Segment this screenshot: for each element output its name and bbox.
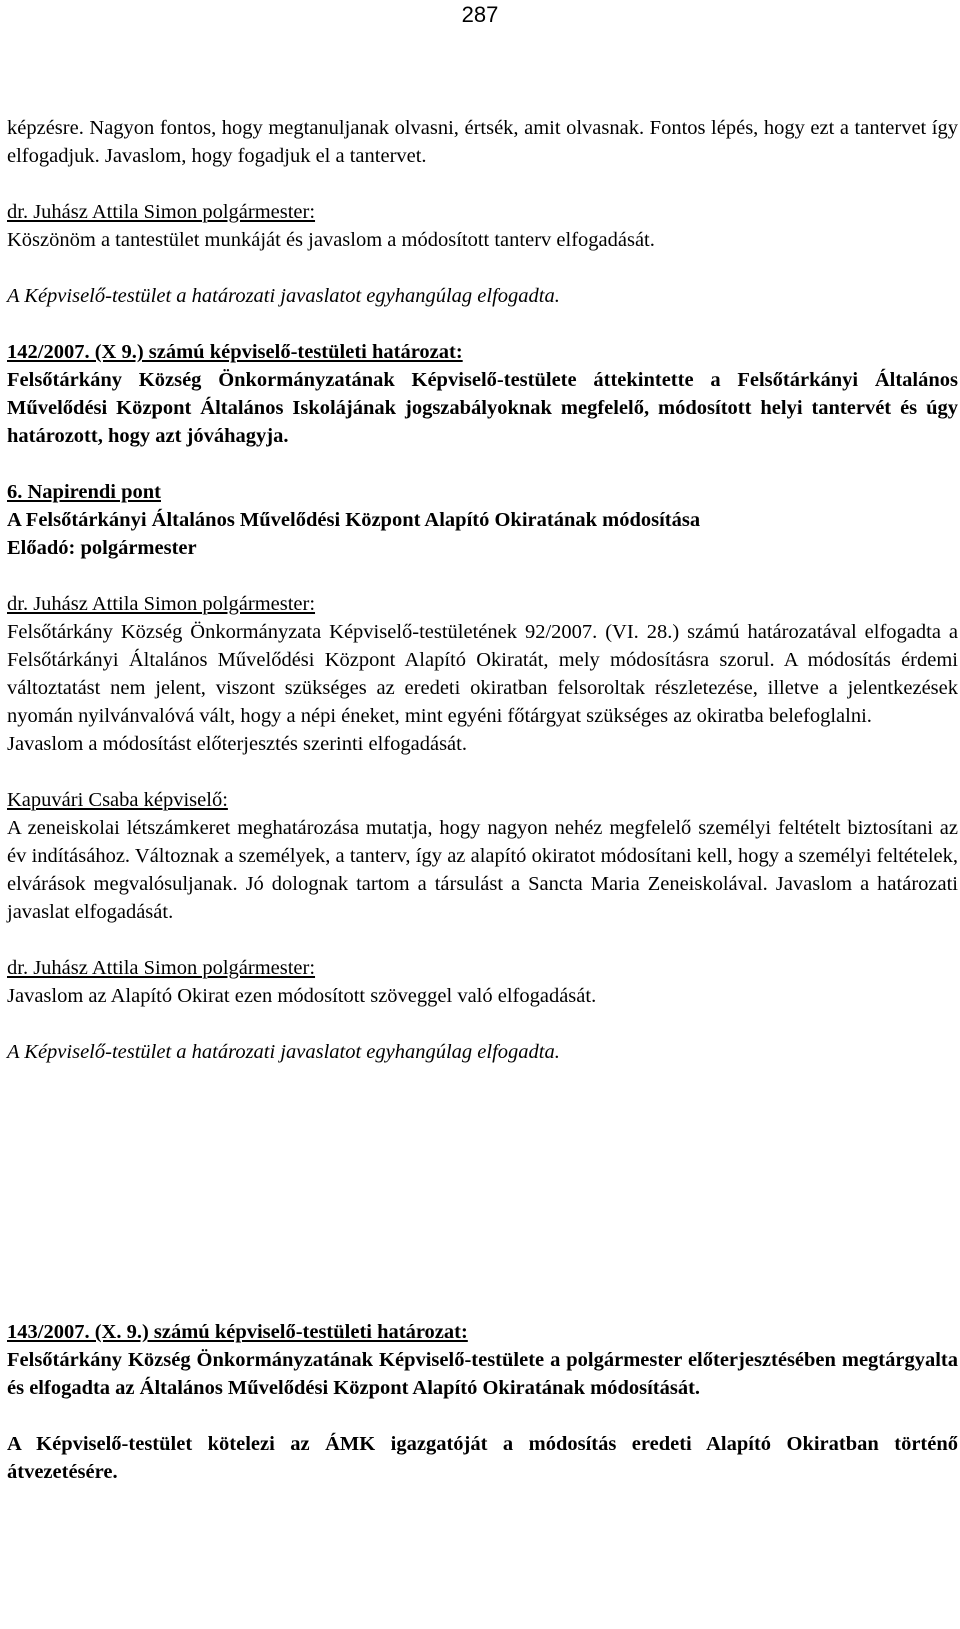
paragraph-thanks: Köszönöm a tantestület munkáját és javaslom a módosított tanterv elfogadását. (7, 229, 655, 251)
speaker-label: dr. Juhász Attila Simon polgármester: (7, 201, 316, 223)
paragraph-intro: képzésre. Nagyon fontos, hogy megtanuljanak olvasni, értsék, amit olvasnak. Fontos lépés, hogy ezt a tantervet így elfogadjuk. Javaslom, hogy fogadjuk el a tantervet. (7, 117, 958, 167)
speaker-label: dr. Juhász Attila Simon polgármester: (7, 593, 316, 615)
document-body (7, 114, 958, 1486)
agenda-item-subject: A Felsőtárkányi Általános Művelődési Központ Alapító Okiratának módosítása (7, 509, 701, 531)
page-number: 287 (461, 2, 499, 27)
vote-result: A Képviselő-testület a határozati javaslatot egyhangúlag elfogadta. (7, 1041, 560, 1063)
resolution-title: 143/2007. (X. 9.) számú képviselő-testületi határozat: (7, 1321, 468, 1343)
speaker-label: dr. Juhász Attila Simon polgármester: (7, 957, 316, 979)
paragraph-representative: A zeneiskolai létszámkeret meghatározása mutatja, hogy nagyon nehéz megfelelő személyi feltételt biztosítani az év indításához. Változnak a személyek, a tanterv, így az alapító okiratot módosítani kell, hogy a személyi feltételek, elvárások megvalósuljanak. Jó dolognak tartom a társulást a Sancta Maria Zeneiskolával. Javaslom a határozati javaslat elfogadását. (7, 817, 958, 923)
vote-result: A Képviselő-testület a határozati javaslatot egyhangúlag elfogadta. (7, 285, 560, 307)
agenda-item-title: 6. Napirendi pont (7, 481, 161, 503)
paragraph-proposal: Javaslom a módosítást előterjesztés szerinti elfogadását. (7, 733, 467, 755)
resolution-text: Felsőtárkány Község Önkormányzatának Képviselő-testülete a polgármester előterjesztésében megtárgyalta és elfogadta az Általános Művelődési Központ Alapító Okiratának módosítását. (7, 1349, 958, 1399)
resolution-text: Felsőtárkány Község Önkormányzatának Képviselő-testülete áttekintette a Felsőtárkányi Általános Művelődési Központ Általános Iskolájának jogszabályoknak megfelelő, módosított helyi tantervét és úgy határozott, hogy azt jóváhagyja. (7, 369, 958, 447)
resolution-title: 142/2007. (X 9.) számú képviselő-testületi határozat: (7, 341, 463, 363)
agenda-item-presenter: Előadó: polgármester (7, 537, 197, 559)
speaker-label: Kapuvári Csaba képviselő: (7, 789, 228, 811)
resolution-obligation: A Képviselő-testület kötelezi az ÁMK igazgatóját a módosítás eredeti Alapító Okiratban történő átvezetésére. (7, 1433, 958, 1483)
paragraph-mayor: Felsőtárkány Község Önkormányzata Képviselő-testületének 92/2007. (VI. 28.) számú határozatával elfogadta a Felsőtárkányi Általános Művelődési Központ Alapító Okiratát, mely módosításra szorul. A módosítás érdemi változtatást nem jelent, viszont szükséges az eredeti okiratban felsoroltak részletezése, illetve a jelentkezések nyomán nyilvánvalóvá vált, hogy a népi éneket, mint egyéni főtárgyat szükséges az okiratba belefoglalni. (7, 621, 958, 727)
paragraph-final-proposal: Javaslom az Alapító Okirat ezen módosított szöveggel való elfogadását. (7, 985, 597, 1007)
